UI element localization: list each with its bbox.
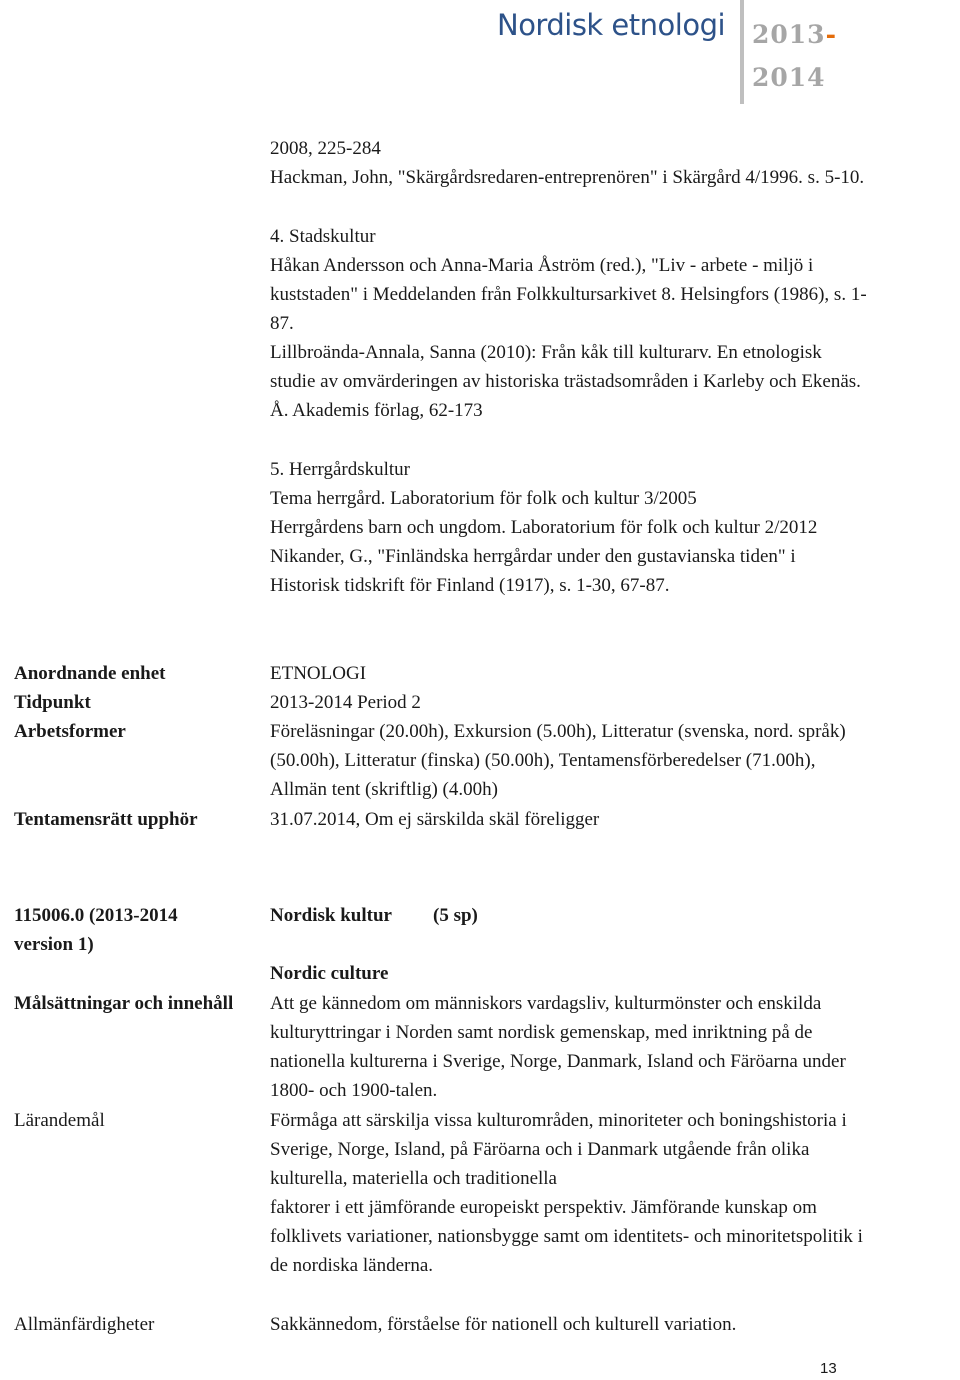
work-label: Arbetsformer xyxy=(14,721,126,742)
header-year-top xyxy=(752,20,837,49)
header-year-dash: - xyxy=(825,20,837,49)
course-name-en: Nordic culture xyxy=(270,963,389,984)
goals-line: Att ge kännedom om människors vardagsliv, kulturmönster och enskilda xyxy=(270,993,822,1014)
learn-line: Förmåga att särskilja vissa kulturområden, minoriteter och boningshistoria i xyxy=(270,1110,847,1131)
goals-line: 1800- och 1900-talen. xyxy=(270,1080,438,1101)
course-code-version: version 1) xyxy=(14,934,94,955)
header-divider xyxy=(740,0,744,104)
ref-line: Historisk tidskrift för Finland (1917), s. 1-30, 67-87. xyxy=(270,575,670,596)
ref-line: Håkan Andersson och Anna-Maria Åström (red.), "Liv - arbete - miljö i xyxy=(270,255,814,276)
ref-line: Herrgårdens barn och ungdom. Laboratorium för folk och kultur 2/2012 xyxy=(270,517,818,538)
course-code: 115006.0 (2013-2014 xyxy=(14,905,178,926)
learn-line: kulturella, materiella och traditionella xyxy=(270,1168,557,1189)
header-year-top-text: 2013 xyxy=(752,20,826,49)
time-label: Tidpunkt xyxy=(14,692,91,713)
learn-line: faktorer i ett jämförande europeiskt perspektiv. Jämförande kunskap om xyxy=(270,1197,817,1218)
learn-line: de nordiska länderna. xyxy=(270,1255,434,1276)
ref-section-heading: 4. Stadskultur xyxy=(270,226,376,247)
ref-line: Lillbroända-Annala, Sanna (2010): Från kåk till kulturarv. En etnologisk xyxy=(270,342,822,363)
unit-value: ETNOLOGI xyxy=(270,663,367,684)
ref-line: Tema herrgård. Laboratorium för folk och kultur 3/2005 xyxy=(270,488,697,509)
goals-line: kulturyttringar i Norden samt nordisk gemenskap, med inriktning på de xyxy=(270,1022,813,1043)
course-credits: (5 sp) xyxy=(433,905,478,926)
work-value-line: Allmän tent (skriftlig) (4.00h) xyxy=(270,779,498,800)
learn-label: Lärandemål xyxy=(14,1110,105,1131)
header-year-bottom: 2014 xyxy=(752,63,826,92)
work-value-line: Föreläsningar (20.00h), Exkursion (5.00h), Litteratur (svenska, nord. språk) xyxy=(270,721,846,742)
learn-line: Sverige, Norge, Island, på Färöarna och i Danmark utgående från olika xyxy=(270,1139,810,1160)
goals-line: nationella kulturerna i Sverige, Norge, Danmark, Island och Färöarna under xyxy=(270,1051,846,1072)
ref-line: Å. Akademis förlag, 62-173 xyxy=(270,400,483,421)
time-value: 2013-2014 Period 2 xyxy=(270,692,421,713)
general-value: Sakkännedom, förståelse för nationell och kulturell variation. xyxy=(270,1314,737,1335)
exam-value: 31.07.2014, Om ej särskilda skäl föreligger xyxy=(270,809,600,830)
ref-line: 2008, 225-284 xyxy=(270,138,381,159)
ref-line: kuststaden" i Meddelanden från Folkkultursarkivet 8. Helsingfors (1986), s. 1- xyxy=(270,284,867,305)
work-value-line: (50.00h), Litteratur (finska) (50.00h), Tentamensförberedelser (71.00h), xyxy=(270,750,816,771)
header-title: Nordisk etnologi xyxy=(497,8,726,42)
general-label: Allmänfärdigheter xyxy=(14,1314,155,1335)
ref-line: 87. xyxy=(270,313,294,334)
course-name: Nordisk kultur xyxy=(270,905,392,926)
learn-line: folklivets variationer, nationsbygge samt om identitets- och minoritetspolitik i xyxy=(270,1226,863,1247)
ref-line: Hackman, John, "Skärgårdsredaren-entreprenören" i Skärgård 4/1996. s. 5-10. xyxy=(270,167,865,188)
page-number: 13 xyxy=(820,1360,837,1377)
ref-line: studie av omvärderingen av historiska trästadsområden i Karleby och Ekenäs. xyxy=(270,371,861,392)
ref-line: Nikander, G., "Finländska herrgårdar under den gustavianska tiden" i xyxy=(270,546,796,567)
exam-label: Tentamensrätt upphör xyxy=(14,809,198,830)
goals-label: Målsättningar och innehåll xyxy=(14,993,234,1014)
ref-section-heading: 5. Herrgårdskultur xyxy=(270,459,411,480)
unit-label: Anordnande enhet xyxy=(14,663,166,684)
